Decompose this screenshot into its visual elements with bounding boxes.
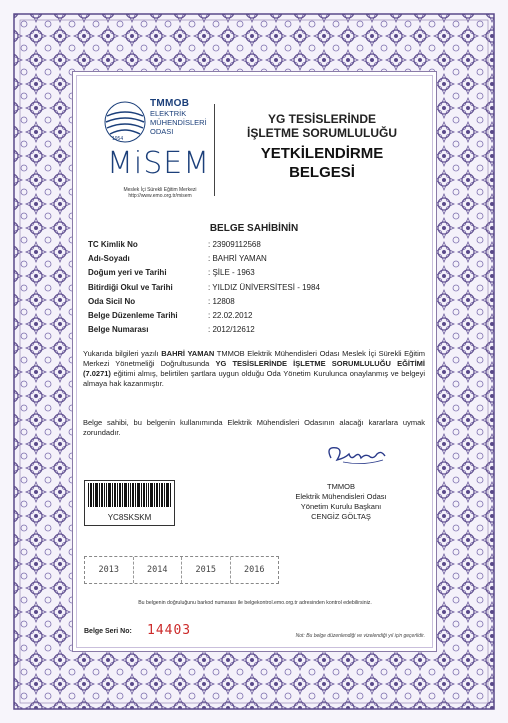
value-name: : BAHRİ YAMAN (208, 254, 267, 263)
value-school: : YILDIZ ÜNİVERSİTESİ - 1984 (208, 283, 320, 292)
serial-number: 14403 (147, 623, 192, 638)
serial-label: Belge Seri No: (84, 628, 132, 635)
title-line3: YETKİLENDİRME (260, 145, 384, 162)
logo-line1: ELEKTRİK (150, 109, 187, 118)
signatory-name: CENGİZ GÖLTAŞ (311, 512, 371, 521)
label-school: Bitirdiği Okul ve Tarihi (88, 283, 173, 292)
logo-line2: MÜHENDİSLERİ (150, 118, 207, 127)
year-cell: 2016 (244, 565, 265, 575)
barcode-code: YC8SKSKM (107, 513, 152, 522)
logo-tmmob: TMMOB (150, 98, 190, 109)
title-line4: BELGESİ (289, 164, 355, 181)
signatory-org: TMMOB (327, 482, 355, 491)
year-cell: 2014 (134, 557, 183, 583)
label-tc: TC Kimlik No (88, 240, 138, 249)
value-doc-number: : 2012/12612 (208, 325, 255, 334)
logo-line3: ODASI (150, 127, 174, 136)
label-birth: Doğum yeri ve Tarihi (88, 268, 167, 277)
label-doc-number: Belge Numarası (88, 325, 149, 334)
value-issue-date: : 22.02.2012 (208, 311, 253, 320)
holder-heading: BELGE SAHİBİNİN (209, 223, 299, 234)
p1-name: BAHRİ YAMAN (161, 349, 215, 358)
title-line2: İŞLETME SORUMLULUĞU (247, 126, 397, 140)
signatory-line2: Elektrik Mühendisleri Odası (295, 492, 387, 501)
p1-c: eğitimi almış, belirtilen şartlara uygun olduğu Oda Yönetim Kurulunca onaylanmış ve belgeyi almaya hak kazanmıştır. (83, 369, 425, 388)
visa-years (84, 556, 279, 584)
validity-note: Not: Bu belge düzenlendiği ve vizelendiği yıl için geçerlidir. (295, 633, 425, 639)
header-divider (214, 104, 215, 196)
p1-course: YG TESİSLERİNDE İŞLETME SORUMLULUĞU EĞİTİMİ (7.0271) (83, 359, 426, 378)
label-issue-date: Belge Düzenleme Tarihi (88, 311, 178, 320)
label-registry: Oda Sicil No (88, 297, 136, 306)
p1-b: TMMOB Elektrik Mühendisleri Odası Meslek İçi Sürekli Eğitim Merkezi Yönetmeliği Doğrultusunda (83, 349, 425, 368)
body-paragraph-1 (83, 349, 425, 389)
misem-logo: MiSEM (107, 146, 211, 181)
p1-a: Yukarıda bilgileri yazılı (83, 349, 162, 358)
signature (323, 440, 393, 470)
misem-subtitle (110, 187, 210, 199)
emo-globe-icon (103, 100, 147, 144)
verification-note: Bu belgenin doğruluğunu barkod numarası ile belgekontrol.emo.org.tr adresinden kontrol edebilirsiniz. (138, 600, 372, 606)
misem-sub2: http://www.emo.org.tr/misem (128, 193, 192, 199)
signatory-line3: Yönetim Kurulu Başkanı (300, 502, 382, 511)
year-cell: 2015 (182, 557, 231, 583)
value-birth: : ŞİLE - 1963 (208, 268, 255, 277)
body-paragraph-2: Belge sahibi, bu belgenin kullanımında Elektrik Mühendisleri Odasının alacağı kararlara uymak zorundadır. (83, 418, 425, 437)
year-cell: 2013 (85, 557, 134, 583)
title-line1: YG TESİSLERİNDE (267, 112, 377, 126)
misem-sub1: Meslek İçi Sürekli Eğitim Merkezi (123, 187, 197, 193)
value-tc: : 23909112568 (208, 240, 261, 249)
value-registry: : 12808 (208, 297, 235, 306)
logo-year: 1954 (112, 136, 124, 142)
tmmob-logo-text (150, 98, 220, 136)
label-name: Adı-Soyadı (88, 254, 130, 263)
barcode-icon (86, 483, 175, 511)
